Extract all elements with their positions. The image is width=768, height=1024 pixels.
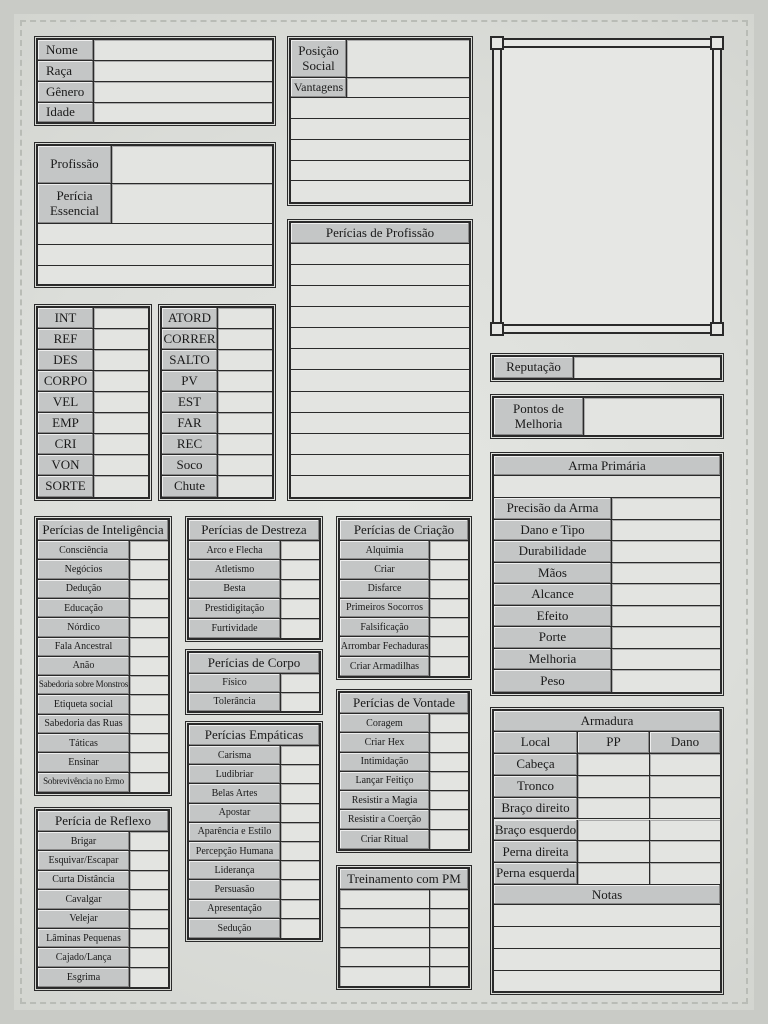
skill-label: Apostar — [189, 804, 281, 822]
skill-label: Brigar — [38, 832, 130, 850]
skill-value-field[interactable] — [430, 637, 468, 655]
derived-stat-value-field[interactable] — [218, 329, 272, 349]
skill-value-field[interactable] — [130, 968, 168, 987]
armor-location-label: Tronco — [494, 776, 578, 797]
weapon-row-label: Melhoria — [494, 649, 612, 670]
skill-label: Intimidação — [340, 753, 430, 771]
training-value-field[interactable] — [430, 948, 468, 966]
skill-label: Persuasão — [189, 880, 281, 898]
corner-ornament — [710, 36, 724, 50]
skill-value-field[interactable] — [281, 619, 319, 638]
armor-location-label: Cabeça — [494, 754, 578, 775]
skill-value-field[interactable] — [281, 880, 319, 898]
profession-box — [36, 144, 274, 286]
skill-label: Físico — [189, 674, 281, 692]
stat-label: EMP — [38, 413, 94, 433]
derived-stat-label: PV — [162, 371, 218, 391]
identity-box — [36, 38, 274, 124]
skill-label: Sabedoria das Ruas — [38, 715, 130, 733]
training-entry-field[interactable] — [340, 909, 430, 927]
pontos-melhoria-field[interactable] — [584, 398, 720, 435]
skill-value-field[interactable] — [130, 910, 168, 928]
emp-skills-box — [187, 723, 321, 940]
body-skills-title: Perícias de Corpo — [189, 653, 319, 674]
stat-value-field[interactable] — [94, 455, 148, 475]
emp-skills-title: Perícias Empáticas — [189, 725, 319, 746]
training-entry-field[interactable] — [340, 967, 430, 986]
des-skills-title: Perícias de Destreza — [189, 520, 319, 541]
training-entry-field[interactable] — [340, 928, 430, 946]
armor-dano-field[interactable] — [650, 754, 720, 775]
notes-line[interactable] — [494, 905, 720, 927]
skill-value-field[interactable] — [130, 695, 168, 713]
skill-value-field[interactable] — [281, 599, 319, 617]
weapon-row-field[interactable] — [612, 627, 720, 648]
skill-label: Consciência — [38, 541, 130, 559]
weapon-row-field[interactable] — [612, 584, 720, 605]
vantagens-line[interactable] — [291, 140, 469, 161]
stat-label: VON — [38, 455, 94, 475]
improvement-points-box — [492, 396, 722, 437]
armor-pp-field[interactable] — [578, 841, 650, 862]
stat-label: INT — [38, 308, 94, 328]
stat-label: CORPO — [38, 371, 94, 391]
genero-field[interactable] — [94, 82, 272, 102]
skill-value-field[interactable] — [130, 753, 168, 771]
derived-stat-value-field[interactable] — [218, 434, 272, 454]
skill-value-field[interactable] — [281, 765, 319, 783]
portrait-frame[interactable] — [492, 38, 722, 334]
ref-skills-title: Perícia de Reflexo — [38, 811, 168, 832]
stat-label: CRI — [38, 434, 94, 454]
derived-stat-label: REC — [162, 434, 218, 454]
derived-stat-label: ATORD — [162, 308, 218, 328]
weapon-row-label: Porte — [494, 627, 612, 648]
skill-label: Tolerância — [189, 693, 281, 712]
stat-label: VEL — [38, 392, 94, 412]
derived-stat-value-field[interactable] — [218, 350, 272, 370]
stat-value-field[interactable] — [94, 434, 148, 454]
skill-value-field[interactable] — [130, 580, 168, 598]
skill-label: Lançar Feitiço — [340, 772, 430, 790]
skill-label: Criar Hex — [340, 733, 430, 751]
armor-dano-field[interactable] — [650, 841, 720, 862]
armor-col-local: Local — [494, 732, 578, 753]
weapon-row-field[interactable] — [612, 498, 720, 519]
profissao-field[interactable] — [112, 146, 272, 183]
int-skills-title: Perícias de Inteligência — [38, 520, 168, 541]
skill-label: Ensinar — [38, 753, 130, 771]
weapon-row-label: Efeito — [494, 606, 612, 627]
profession-skill-line[interactable] — [291, 244, 469, 265]
derived-stat-value-field[interactable] — [218, 371, 272, 391]
skill-value-field[interactable] — [130, 618, 168, 636]
skill-value-field[interactable] — [281, 919, 319, 938]
skill-label: Belas Artes — [189, 784, 281, 802]
training-value-field[interactable] — [430, 928, 468, 946]
stat-label: SORTE — [38, 476, 94, 497]
skill-label: Negócios — [38, 560, 130, 578]
armor-dano-field[interactable] — [650, 776, 720, 797]
stat-label: REF — [38, 329, 94, 349]
armor-dano-field[interactable] — [650, 820, 720, 841]
skill-value-field[interactable] — [130, 657, 168, 675]
skill-label: Ludibriar — [189, 765, 281, 783]
vantagens-line[interactable] — [291, 119, 469, 140]
armor-dano-field[interactable] — [650, 798, 720, 819]
weapon-row-label: Mãos — [494, 563, 612, 584]
skill-value-field[interactable] — [430, 791, 468, 809]
nome-field[interactable] — [94, 40, 272, 60]
skill-value-field[interactable] — [281, 693, 319, 712]
skill-value-field[interactable] — [130, 560, 168, 578]
ref-skills-box — [36, 809, 170, 989]
derived-stat-label: SALTO — [162, 350, 218, 370]
skill-value-field[interactable] — [130, 541, 168, 559]
stat-value-field[interactable] — [94, 476, 148, 497]
primary-weapon-box — [492, 454, 722, 694]
reputation-box — [492, 355, 722, 380]
skill-label: Educação — [38, 599, 130, 617]
profession-skill-line[interactable] — [291, 286, 469, 307]
armor-location-label: Perna direita — [494, 841, 578, 862]
skill-value-field[interactable] — [430, 657, 468, 676]
training-value-field[interactable] — [430, 909, 468, 927]
skill-label: Primeiros Socorros — [340, 599, 430, 617]
weapon-row-field[interactable] — [612, 606, 720, 627]
skill-label: Sedução — [189, 919, 281, 938]
weapon-row-field[interactable] — [612, 649, 720, 670]
skill-label: Anão — [38, 657, 130, 675]
skill-label: Cavalgar — [38, 890, 130, 908]
profession-skills-title: Perícias de Profissão — [291, 223, 469, 244]
profession-skill-line[interactable] — [291, 328, 469, 349]
skill-label: Aparência e Estilo — [189, 823, 281, 841]
skill-label: Furtividade — [189, 619, 281, 638]
derived-stat-label: CORRER — [162, 329, 218, 349]
will-skills-title: Perícias de Vontade — [340, 693, 468, 714]
skill-label: Táticas — [38, 734, 130, 752]
des-skills-box — [187, 518, 321, 640]
weapon-row-field[interactable] — [612, 541, 720, 562]
skill-label: Alquimia — [340, 541, 430, 559]
weapon-row-label: Peso — [494, 670, 612, 692]
training-entry-field[interactable] — [340, 948, 430, 966]
profession-line[interactable] — [38, 245, 272, 266]
training-title: Treinamento com PM — [340, 869, 468, 890]
skill-value-field[interactable] — [281, 674, 319, 692]
weapon-title: Arma Primária — [494, 456, 720, 476]
skill-label: Prestidigitação — [189, 599, 281, 617]
label-pontos-melhoria: Pontos de Melhoria — [494, 398, 584, 435]
label-profissao: Profissão — [38, 146, 112, 183]
skill-value-field[interactable] — [281, 861, 319, 879]
armor-dano-field[interactable] — [650, 863, 720, 884]
pericia-essencial-field[interactable] — [112, 184, 272, 223]
skill-value-field[interactable] — [430, 618, 468, 636]
profession-line[interactable] — [38, 266, 272, 284]
armor-title: Armadura — [494, 711, 720, 732]
skill-label: Carisma — [189, 746, 281, 764]
skill-value-field[interactable] — [281, 746, 319, 764]
armor-location-label: Braço direito — [494, 798, 578, 819]
skill-value-field[interactable] — [130, 734, 168, 752]
armor-pp-field[interactable] — [578, 798, 650, 819]
skill-value-field[interactable] — [430, 714, 468, 732]
skill-value-field[interactable] — [130, 599, 168, 617]
skill-label: Lâminas Pequenas — [38, 929, 130, 947]
stat-value-field[interactable] — [94, 371, 148, 391]
stat-value-field[interactable] — [94, 329, 148, 349]
skill-label: Resistir a Magia — [340, 791, 430, 809]
skill-label: Arco e Flecha — [189, 541, 281, 559]
skill-value-field[interactable] — [130, 851, 168, 869]
armor-pp-field[interactable] — [578, 776, 650, 797]
skill-value-field[interactable] — [281, 784, 319, 802]
armor-pp-field[interactable] — [578, 820, 650, 841]
skill-label: Sabedoria sobre Monstros — [38, 676, 130, 694]
skill-value-field[interactable] — [130, 715, 168, 733]
skill-label: Nórdico — [38, 618, 130, 636]
profession-line[interactable] — [38, 224, 272, 245]
skill-value-field[interactable] — [130, 890, 168, 908]
label-pericia-essencial: Perícia Essencial — [38, 184, 112, 223]
weapon-row-field[interactable] — [612, 670, 720, 692]
skill-value-field[interactable] — [430, 772, 468, 790]
profession-skill-line[interactable] — [291, 434, 469, 455]
skill-value-field[interactable] — [130, 948, 168, 966]
notes-line[interactable] — [494, 971, 720, 991]
skill-label: Apresentação — [189, 900, 281, 918]
skill-label: Esquivar/Escapar — [38, 851, 130, 869]
skill-label: Fala Ancestral — [38, 638, 130, 656]
stat-value-field[interactable] — [94, 350, 148, 370]
stats-box — [36, 306, 150, 499]
armor-pp-field[interactable] — [578, 863, 650, 884]
armor-pp-field[interactable] — [578, 754, 650, 775]
profession-skill-line[interactable] — [291, 413, 469, 434]
corner-ornament — [490, 36, 504, 50]
label-genero: Gênero — [38, 82, 94, 102]
weapon-row-label: Precisão da Arma — [494, 498, 612, 519]
derived-stat-label: Chute — [162, 476, 218, 497]
derived-stat-value-field[interactable] — [218, 455, 272, 475]
skill-value-field[interactable] — [130, 871, 168, 889]
derived-stats-box — [160, 306, 274, 499]
skill-value-field[interactable] — [281, 560, 319, 578]
skill-label: Percepção Humana — [189, 842, 281, 860]
skill-value-field[interactable] — [281, 842, 319, 860]
notes-title: Notas — [494, 885, 720, 905]
skill-value-field[interactable] — [130, 773, 168, 792]
stat-label: DES — [38, 350, 94, 370]
vantagens-line[interactable] — [291, 181, 469, 202]
weapon-row-label: Alcance — [494, 584, 612, 605]
skill-label: Liderança — [189, 861, 281, 879]
skill-label: Coragem — [340, 714, 430, 732]
label-posicao-social: Posição Social — [291, 40, 347, 77]
skill-value-field[interactable] — [281, 823, 319, 841]
skill-label: Disfarce — [340, 580, 430, 598]
weapon-row-label: Dano e Tipo — [494, 520, 612, 541]
label-reputacao: Reputação — [494, 357, 574, 378]
will-skills-box — [338, 691, 470, 851]
vantagens-field[interactable] — [347, 78, 469, 97]
derived-stat-label: FAR — [162, 413, 218, 433]
skill-value-field[interactable] — [430, 733, 468, 751]
int-skills-box — [36, 518, 170, 794]
label-idade: Idade — [38, 103, 94, 122]
vantagens-line[interactable] — [291, 98, 469, 119]
craft-skills-title: Perícias de Criação — [340, 520, 468, 541]
derived-stat-value-field[interactable] — [218, 392, 272, 412]
skill-value-field[interactable] — [281, 580, 319, 598]
corner-ornament — [490, 322, 504, 336]
derived-stat-value-field[interactable] — [218, 308, 272, 328]
skill-value-field[interactable] — [430, 599, 468, 617]
notes-line[interactable] — [494, 949, 720, 971]
vantagens-line[interactable] — [291, 161, 469, 181]
profession-skill-line[interactable] — [291, 476, 469, 497]
skill-value-field[interactable] — [430, 580, 468, 598]
skill-value-field[interactable] — [430, 810, 468, 828]
profession-skill-line[interactable] — [291, 349, 469, 370]
reputacao-field[interactable] — [574, 357, 720, 378]
stat-value-field[interactable] — [94, 392, 148, 412]
training-value-field[interactable] — [430, 890, 468, 908]
posicao-social-field[interactable] — [347, 40, 469, 77]
skill-value-field[interactable] — [281, 804, 319, 822]
skill-label: Criar — [340, 560, 430, 578]
body-skills-box — [187, 651, 321, 713]
notes-line[interactable] — [494, 927, 720, 949]
armor-location-label: Perna esquerda — [494, 863, 578, 884]
stat-value-field[interactable] — [94, 413, 148, 433]
skill-value-field[interactable] — [130, 929, 168, 947]
weapon-row-field[interactable] — [612, 563, 720, 584]
stat-value-field[interactable] — [94, 308, 148, 328]
armor-col-dano: Dano — [650, 732, 720, 753]
skill-label: Arrombar Fechaduras — [340, 637, 430, 655]
label-vantagens: Vantagens — [291, 78, 347, 97]
skill-label: Esgrima — [38, 968, 130, 987]
weapon-row-label: Durabilidade — [494, 541, 612, 562]
skill-label: Criar Ritual — [340, 830, 430, 849]
skill-value-field[interactable] — [430, 830, 468, 849]
profession-skill-line[interactable] — [291, 371, 469, 392]
skill-value-field[interactable] — [130, 676, 168, 694]
skill-value-field[interactable] — [130, 832, 168, 850]
skill-value-field[interactable] — [430, 753, 468, 771]
skill-value-field[interactable] — [430, 541, 468, 559]
weapon-row-field[interactable] — [612, 520, 720, 541]
profession-skill-line[interactable] — [291, 455, 469, 476]
armor-location-label: Braço esquerdo — [494, 820, 578, 841]
craft-skills-box — [338, 518, 470, 678]
profession-skill-line[interactable] — [291, 265, 469, 286]
skill-label: Resistir a Coerção — [340, 810, 430, 828]
training-value-field[interactable] — [430, 967, 468, 986]
derived-stat-value-field[interactable] — [218, 413, 272, 433]
skill-value-field[interactable] — [430, 560, 468, 578]
skill-label: Criar Armadilhas — [340, 657, 430, 676]
profession-skills-box — [289, 221, 471, 499]
skill-label: Cajado/Lança — [38, 948, 130, 966]
label-raca: Raça — [38, 61, 94, 81]
weapon-name-field[interactable] — [494, 476, 720, 498]
skill-label: Dedução — [38, 580, 130, 598]
skill-value-field[interactable] — [130, 638, 168, 656]
label-nome: Nome — [38, 40, 94, 60]
skill-label: Velejar — [38, 910, 130, 928]
skill-label: Etiqueta social — [38, 695, 130, 713]
corner-ornament — [710, 322, 724, 336]
armor-col-pp: PP — [578, 732, 650, 753]
skill-label: Atletismo — [189, 560, 281, 578]
skill-value-field[interactable] — [281, 541, 319, 559]
profession-skill-line[interactable] — [291, 392, 469, 413]
social-box — [289, 38, 471, 204]
training-box — [338, 867, 470, 988]
raca-field[interactable] — [94, 61, 272, 81]
skill-label: Falsificação — [340, 618, 430, 636]
profession-skill-line[interactable] — [291, 307, 469, 328]
derived-stat-value-field[interactable] — [218, 476, 272, 497]
training-entry-field[interactable] — [340, 890, 430, 908]
derived-stat-label: Soco — [162, 455, 218, 475]
skill-value-field[interactable] — [281, 900, 319, 918]
skill-label: Besta — [189, 580, 281, 598]
idade-field[interactable] — [94, 103, 272, 122]
skill-label: Sobrevivência no Ermo — [38, 773, 130, 792]
armor-box — [492, 709, 722, 993]
skill-label: Curta Distância — [38, 871, 130, 889]
derived-stat-label: EST — [162, 392, 218, 412]
